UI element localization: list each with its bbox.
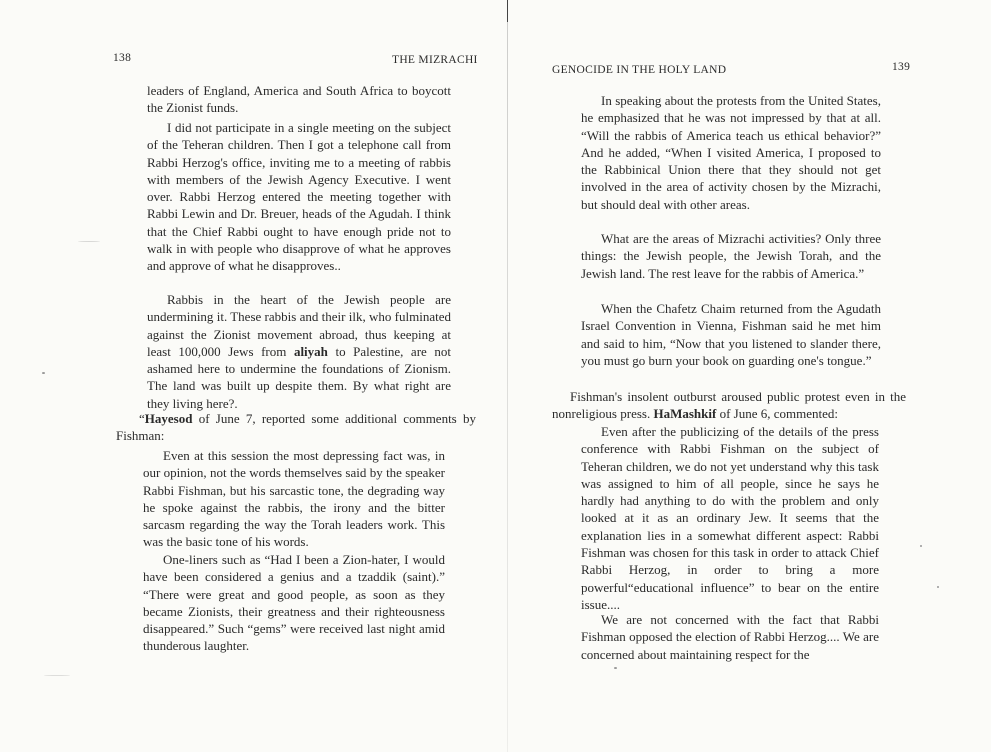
scan-speck	[937, 586, 939, 588]
block-quote-paragraph: One-liners such as “Had I been a Zion-hater, I would have been considered a genius and a tzaddik (saint).” “There were great and good people, as soon as they became Zionists, their greatness and their righteousness disappeared.” Such “gems” were received last night amid thunderous laughter.	[143, 552, 445, 654]
page-number: 138	[113, 52, 132, 64]
paragraph: Rabbis in the heart of the Jewish people are undermining it. These rabbis and their ilk, who fulminated against the Zionist movement abroad, thus keeping at least 100,000 Jews from aliyah to Palestine, are not ashamed here to undermine the foundations of Zionism. The land was built up despite them. By what right are they living here?.	[147, 292, 451, 411]
scan-speck	[44, 675, 70, 676]
right-page	[496, 0, 991, 752]
scan-speck	[614, 667, 617, 669]
scan-speck	[920, 545, 922, 547]
paragraph: “Hayesod of June 7, reported some additional comments by Fishman:	[116, 411, 476, 444]
scan-speck	[42, 372, 45, 374]
paragraph: In speaking about the protests from the United States, he emphasized that he was not impressed by that at all. “Will the rabbis of America teach us ethical behavior?” And he added, “When I visited America, I proposed to the Rabbinical Union there that they should not get involved in the area of activity chosen by the Mizrachi, but should deal with other areas.	[581, 93, 881, 212]
paragraph: Fishman's insolent outburst aroused public protest even in the nonreligious press. HaMashkif of June 6, commented:	[552, 389, 906, 422]
paragraph: What are the areas of Mizrachi activities? Only three things: the Jewish people, the Jewish Torah, and the Jewish land. The rest leave for the rabbis of America.”	[581, 231, 881, 281]
running-head: GENOCIDE IN THE HOLY LAND	[552, 64, 727, 76]
block-quote-paragraph: We are not concerned with the fact that Rabbi Fishman opposed the election of Rabbi Herzog.... We are concerned about maintaining respect for the	[581, 612, 879, 662]
block-quote-paragraph: Even after the publicizing of the details of the press conference with Rabbi Fishman on the subject of Teheran children, we do not yet understand why this task was assigned to him of all people, since he says he hardly had anything to do with the problem and only looked at it as an ordinary Jew. It seems that the explanation lies in a somewhat different aspect: Rabbi Fishman was chosen for this task in order to attack Chief Rabbi Herzog, in order to bring a more powerful“educational influence” to bear on the entire issue....	[581, 424, 879, 612]
left-page	[0, 0, 495, 752]
paragraph: When the Chafetz Chaim returned from the Agudath Israel Convention in Vienna, Fishman said he met him and said to him, “Now that you listened to slander there, you must go burn your book on guarding one's tongue.”	[581, 301, 881, 368]
running-head: THE MIZRACHI	[392, 54, 478, 66]
paragraph: leaders of England, America and South Africa to boycott the Zionist funds.	[147, 83, 451, 116]
paragraph: I did not participate in a single meeting on the subject of the Teheran children. Then I got a telephone call from Rabbi Herzog's office, inviting me to a meeting of rabbis with members of the Jewish Agency Executive. I went over. Rabbi Herzog entered the meeting together with Rabbi Lewin and Dr. Breuer, heads of the Agudah. I think that the Chief Rabbi ought to have enough pride not to walk in with people who disapprove of what he approves and approve of what he disapproves..	[147, 120, 451, 274]
block-quote-paragraph: Even at this session the most depressing fact was, in our opinion, not the words themselves said by the speaker Rabbi Fishman, but his sarcastic tone, the degrading way he spoke against the rabbis, the irony and the bitter sarcasm regarding the way the Torah leaders work. This was the basic tone of his words.	[143, 448, 445, 550]
page-number: 139	[892, 61, 911, 73]
scan-speck	[78, 241, 100, 242]
